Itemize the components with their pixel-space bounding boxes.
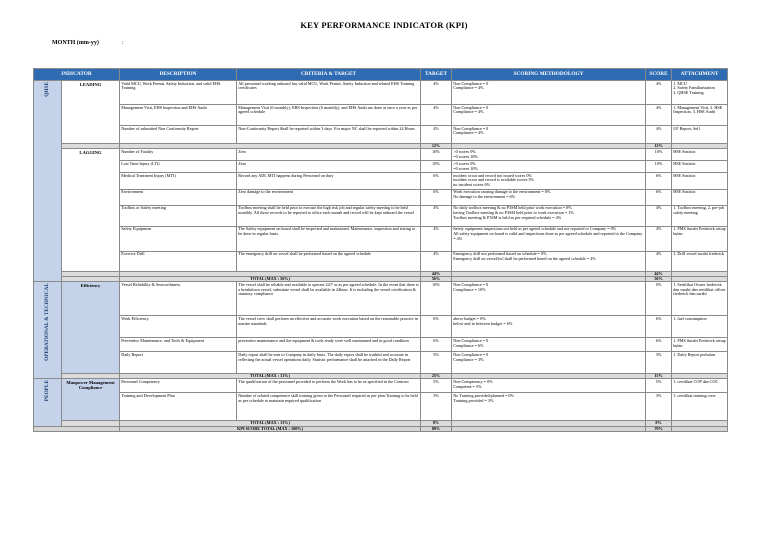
score-cell: 3% bbox=[646, 352, 672, 374]
score-cell: 10% bbox=[646, 161, 672, 173]
methodology-cell: incident occur and record not issued scores 0% incident occur and record is available scores 3% no incident scores 6% bbox=[452, 173, 646, 190]
table-header-row bbox=[34, 69, 728, 81]
header-target: TARGET bbox=[421, 69, 452, 81]
grand-total-label: KPI SCORE TOTAL (MAX : 100%) bbox=[120, 426, 421, 431]
subtotal-target: 56% bbox=[421, 276, 452, 281]
criteria-cell: Non-Conformity Report Shall be reported within 3 days. For major NC shall be reported within 24 Hours bbox=[237, 126, 421, 144]
attachment-cell: UF Report, Self bbox=[672, 126, 728, 144]
page-title: KEY PERFORMANCE INDICATOR (KPI) bbox=[300, 20, 468, 30]
header-description: DESCRIPTION bbox=[120, 69, 237, 81]
criteria-cell: The vessel shall be reliable and available to operate 24/7 or as per agreed schedule. In the event that there is a breakdown vessel, substitute vessel shall be available in 24hour. It is including the vessel certification & statutory compliance bbox=[237, 282, 421, 316]
table-row bbox=[34, 338, 728, 352]
grand-total-target: 89% bbox=[421, 426, 452, 431]
score-cell: 4% bbox=[646, 105, 672, 126]
attachment-cell: HSE Statistic bbox=[672, 161, 728, 173]
header-score: SCORE bbox=[646, 69, 672, 81]
grand-total-spacer bbox=[672, 426, 728, 431]
attachment-cell: 1. Management Visit, 2. HSE Inspection, 3. HSE Audit bbox=[672, 105, 728, 126]
attachment-cell: 1. certifikat training crew bbox=[672, 393, 728, 421]
score-cell: 6% bbox=[646, 173, 672, 190]
methodology-cell: Non Compliance = 0 Compliance = 6% bbox=[452, 338, 646, 352]
methodology-cell: Emergency drill not performed based on schedule = 0% Emergency drill on vessel/fwl shall be performed based on the agreed schedule = 4% bbox=[452, 251, 646, 271]
target-cell: 10% bbox=[421, 161, 452, 173]
score-cell: 4% bbox=[646, 251, 672, 271]
attachment-cell: 1. Daily Report perbulan bbox=[672, 352, 728, 374]
attachment-cell: 1. Drill vessel surabi frederick bbox=[672, 251, 728, 271]
score-cell: 4% bbox=[646, 81, 672, 105]
subtotal-score: 8% bbox=[646, 421, 672, 426]
criteria-cell: Record any ADI, MTI happens during Personnel on duty bbox=[237, 173, 421, 190]
table-row bbox=[34, 352, 728, 374]
score-cell: 5% bbox=[646, 379, 672, 393]
target-cell: 10% bbox=[421, 282, 452, 316]
target-cell: 6% bbox=[421, 338, 452, 352]
target-cell: 4% bbox=[421, 126, 452, 144]
table-row bbox=[34, 379, 728, 393]
description-cell: Number of submitted Non Conformity Report bbox=[120, 126, 237, 144]
table-row bbox=[34, 251, 728, 271]
table-row bbox=[34, 205, 728, 226]
indicator-manpower: Manpower Management Compliance bbox=[62, 379, 120, 421]
methodology-cell: Non Competency = 0% Competent = 5% bbox=[452, 379, 646, 393]
score-cell: 0% bbox=[646, 282, 672, 316]
attachment-cell: 1. MCU 2. Safety Familiarization 3. QHSE Training bbox=[672, 81, 728, 105]
table-row bbox=[34, 316, 728, 338]
table-row bbox=[34, 226, 728, 251]
criteria-cell: The Safety equipment on board shall be inspected and maintained. Maintenance, inspection and testing to be done in regular basis. bbox=[237, 226, 421, 251]
table-row bbox=[34, 105, 728, 126]
target-cell: 4% bbox=[421, 105, 452, 126]
criteria-cell: The qualification of the personnel provided to perform the Work has to be as specified in the Contract bbox=[237, 379, 421, 393]
description-cell: Training and Development Plan bbox=[120, 393, 237, 421]
description-cell: Number of Fatality bbox=[120, 149, 237, 161]
table-row bbox=[34, 173, 728, 190]
methodology-cell: >0 scores 0% =0 scores 10% bbox=[452, 149, 646, 161]
criteria-cell: Toolbox meeting shall be held prior to execute the high risk job and regular safety meeting to be held monthly. All those records to be reported to office each month and record will be kept onboard the vessel bbox=[237, 205, 421, 226]
attachment-cell: 1. PMS Surabi Frederick setiap bulan bbox=[672, 338, 728, 352]
attachment-cell: 1. Toolbox meeting, 2. pre-job safety meeting bbox=[672, 205, 728, 226]
criteria-cell: All personnel working onboard has valid MCU, Work Permit, Safety Induction and related EHS Training certificates bbox=[237, 81, 421, 105]
section-people bbox=[34, 379, 62, 426]
grand-total-score: 79% bbox=[646, 426, 672, 431]
section-label: QHSE bbox=[44, 81, 51, 97]
grand-total-row bbox=[34, 426, 728, 431]
month-label: MONTH (mm-yy) bbox=[52, 40, 99, 46]
score-cell: 10% bbox=[646, 149, 672, 161]
description-cell: Vessel Reliability & Seaworthiness bbox=[120, 282, 237, 316]
score-cell: 4% bbox=[646, 205, 672, 226]
description-cell: Work Efficiency bbox=[120, 316, 237, 338]
methodology-cell: Non Compliance = 0 Compliance = 3% bbox=[452, 352, 646, 374]
section-label: OPERATIONAL & TECHNICAL bbox=[44, 282, 51, 361]
subtotal-target: 12% bbox=[421, 144, 452, 149]
subtotal-label: TOTAL (MAX : 31%) bbox=[120, 374, 421, 379]
table-row bbox=[34, 81, 728, 105]
methodology-cell: No Training provided/planned = 0% Training provided = 3% bbox=[452, 393, 646, 421]
attachment-cell: 1. certifikat COP dan COC bbox=[672, 379, 728, 393]
criteria-cell: Number of related competence skill training given to the Personnel required as per plan.Training to be held as per schedule to maintain required qualification bbox=[237, 393, 421, 421]
description-cell: Lost Time Injury (LTI) bbox=[120, 161, 237, 173]
score-cell: 6% bbox=[646, 338, 672, 352]
indicator-lagging: LAGGING bbox=[62, 149, 120, 272]
criteria-cell: Zero damage to the environment bbox=[237, 189, 421, 205]
grand-total-spacer bbox=[452, 426, 646, 431]
indicator-leading: LEADING bbox=[62, 81, 120, 144]
table-row bbox=[34, 393, 728, 421]
methodology-cell: Non Compliance = 0 Compliance = 10% bbox=[452, 282, 646, 316]
target-cell: 3% bbox=[421, 393, 452, 421]
attachment-cell: HSE Statistic bbox=[672, 149, 728, 161]
target-cell: 4% bbox=[421, 226, 452, 251]
table-body bbox=[34, 81, 728, 432]
description-cell: Management Visit, EHS Inspection and EHS Audit bbox=[120, 105, 237, 126]
target-cell: 4% bbox=[421, 251, 452, 271]
score-cell: 4% bbox=[646, 126, 672, 144]
subtotal-score: 44% bbox=[646, 271, 672, 276]
subtotal-score: 15% bbox=[646, 374, 672, 379]
description-cell: Environment bbox=[120, 189, 237, 205]
attachment-cell: 1. PMS Surabi Frederick setiap bulan bbox=[672, 226, 728, 251]
table-row bbox=[34, 126, 728, 144]
table-row bbox=[34, 282, 728, 316]
criteria-cell: The vessel crew shall perform an effective and accurate work execution based on the reasonable practice in marine standards bbox=[237, 316, 421, 338]
criteria-cell: Zero bbox=[237, 149, 421, 161]
attachment-cell: 1. fuel consumption bbox=[672, 316, 728, 338]
description-cell: Daily Report bbox=[120, 352, 237, 374]
subtotal-label: TOTAL (MAX : 56%) bbox=[120, 276, 421, 281]
target-cell: 6% bbox=[421, 189, 452, 205]
target-cell: 6% bbox=[421, 173, 452, 190]
criteria-cell: preventive maintenance and the equipment & tools ready were well maintained and in good condition bbox=[237, 338, 421, 352]
methodology-cell: Safety equipment inspections not held as per agreed schedule and not reported to Company = 0% All safety equipment on board is valid and inspections done as per agreed schedule and reported to the Company = 4% bbox=[452, 226, 646, 251]
grand-total-spacer bbox=[34, 426, 120, 431]
description-cell: Personnel Competency bbox=[120, 379, 237, 393]
methodology-cell: >0 scores 0% =0 scores 10% bbox=[452, 161, 646, 173]
section-qhse bbox=[34, 81, 62, 282]
month-value: : bbox=[122, 40, 124, 46]
section-operational bbox=[34, 282, 62, 379]
subtotal-score: 12% bbox=[646, 144, 672, 149]
methodology-cell: Non Compliance = 0 Compliance = 4% bbox=[452, 126, 646, 144]
target-cell: 4% bbox=[421, 81, 452, 105]
description-cell: Exercise Drill bbox=[120, 251, 237, 271]
score-cell: 4% bbox=[646, 226, 672, 251]
description-cell: Safety Equipment bbox=[120, 226, 237, 251]
criteria-cell: Management Visit (6 monthly), EHS Inspection (6 monthly), and EHS Audit are done at once a year as per agreed schedule bbox=[237, 105, 421, 126]
description-cell: Preventive Maintenance, and Tools & Equipment bbox=[120, 338, 237, 352]
description-cell: Medical Treatment Injury (MTI) bbox=[120, 173, 237, 190]
description-cell: Valid MCU, Work Permit, Safety Induction, and valid EHS Training bbox=[120, 81, 237, 105]
target-cell: 6% bbox=[421, 316, 452, 338]
table-row bbox=[34, 161, 728, 173]
header-methodology: SCORING METHODOLOGY bbox=[452, 69, 646, 81]
indicator-efficiency: Efficiency bbox=[62, 282, 120, 374]
target-cell: 4% bbox=[421, 205, 452, 226]
methodology-cell: above budget = 0% below and in between budget = 6% bbox=[452, 316, 646, 338]
subtotal-target: 8% bbox=[421, 421, 452, 426]
attachment-cell: HSE Statistic bbox=[672, 173, 728, 190]
score-cell: 6% bbox=[646, 189, 672, 205]
section-label: PEOPLE bbox=[44, 379, 51, 402]
criteria-cell: Zero bbox=[237, 161, 421, 173]
kpi-table bbox=[33, 68, 728, 432]
subtotal-score: 56% bbox=[646, 276, 672, 281]
attachment-cell: HSE Statistic bbox=[672, 189, 728, 205]
subtotal-target: 25% bbox=[421, 374, 452, 379]
header-indicator: INDICATOR bbox=[34, 69, 120, 81]
target-cell: 3% bbox=[421, 352, 452, 374]
description-cell: Toolbox or Safety meeting bbox=[120, 205, 237, 226]
score-cell: 3% bbox=[646, 393, 672, 421]
table-row bbox=[34, 149, 728, 161]
criteria-cell: Daily report shall be sent to Company in daily basis. The daily report shall be truthful and accurate in reflecting the actual vessel operations daily. Statistic performance shall be attached in the Daily Report bbox=[237, 352, 421, 374]
subtotal-target: 44% bbox=[421, 271, 452, 276]
table-row bbox=[34, 189, 728, 205]
methodology-cell: Non Compliance = 0 Compliance = 4% bbox=[452, 105, 646, 126]
methodology-cell: No daily toolbox meeting & no P3SM held prior work execution = 0% having Toolbox meeting & no P3SM held prior to work execution = 1% Toolbox meeting & P3SM is held as per required schedule = 4% bbox=[452, 205, 646, 226]
subtotal-label: TOTAL (MAX : 13%) bbox=[120, 421, 421, 426]
score-cell: 6% bbox=[646, 316, 672, 338]
header-attachment: ATTACHMENT bbox=[672, 69, 728, 81]
criteria-cell: The emergency drill on vessel shall be performed based on the agreed schedule bbox=[237, 251, 421, 271]
methodology-cell: Work execution causing damage to the environment = 0% No damage to the environment = 6% bbox=[452, 189, 646, 205]
target-cell: 10% bbox=[421, 149, 452, 161]
target-cell: 5% bbox=[421, 379, 452, 393]
methodology-cell: Non Compliance = 0 Compliance = 4% bbox=[452, 81, 646, 105]
header-criteria: CRITERIA & TARGET bbox=[237, 69, 421, 81]
attachment-cell: 1. Sertifikat Owner frederick dan surabi dan sertifikat officer frederick dan surabi bbox=[672, 282, 728, 316]
